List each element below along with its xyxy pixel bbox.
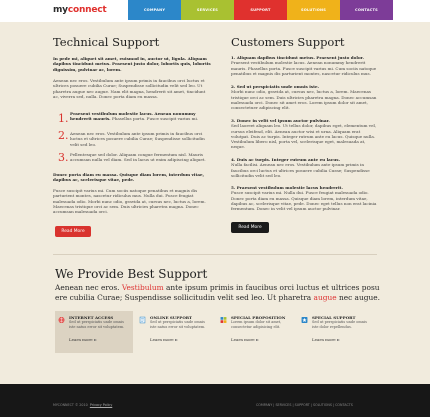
arrow-right-icon: ► [255, 337, 260, 342]
footer [0, 384, 430, 417]
feature-special-proposition[interactable] [217, 311, 295, 353]
nav-services[interactable]: SERVICES [181, 0, 234, 20]
document-icon [139, 316, 146, 324]
best-lead-2b: nec augue. [338, 293, 380, 302]
customers-item-4-text: Nulla facilisi. Aenean nec eros. Vestibulum ante ipsum primis in faucibus orci luctus et ultrices posuere cubilia Curae; Suspendisse sollicitudin velit sed leo. [231, 162, 370, 178]
learn-more-label: Learn more [150, 337, 174, 342]
technical-item-1-text: Phasellus porta. Fusce suscipit varius mi. [111, 116, 199, 122]
customers-item-5 [231, 185, 377, 211]
feature-title: SPECIAL SUPPORT [312, 315, 356, 320]
best-lead-2-highlight: augue [313, 293, 337, 302]
technical-intro-bold-text: In pede mi, aliquet sit amet, euismod in, auctor ut, ligula. Aliquam dapibus tincidunt metus. Praesent justo dolor, lobortis quis, lobortis dignissim, pulvinar ac, lorem. [53, 56, 211, 72]
best-lead-2a: ere cubilia Curae; Suspendisse sollicitudin velit sed leo. Ut pharetra [55, 293, 312, 302]
nav-support[interactable]: SUPPORT [234, 0, 287, 20]
best-support-title: We Provide Best Support [55, 267, 208, 281]
logo-my: my [53, 5, 68, 15]
technical-donec-bold [53, 172, 211, 183]
feature-title: INTERNET ACCESS [69, 315, 114, 320]
feature-text: Sed ut perspiciatis unde omnis iste natus error sit voluptatem. [69, 320, 125, 329]
feature-learn-more-link[interactable] [231, 337, 259, 342]
technical-read-more-button[interactable]: Read More [55, 226, 91, 237]
nav-contacts[interactable]: CONTACTS [340, 0, 393, 20]
learn-more-label: Learn more [312, 337, 336, 342]
feature-text: Sed ut perspiciatis unde omnis iste dolor repellendus. [312, 320, 367, 329]
header [0, 0, 430, 22]
customers-title: Customers Support [231, 35, 345, 49]
technical-title: Technical Support [53, 35, 160, 49]
customers-item-5-bold: 5. Praesent vestibulum molestie lacus hendrerit. [231, 185, 343, 190]
arrow-right-icon: ► [336, 337, 341, 342]
feature-text: Lorem ipsum dolor sit amet, consectetur adipisicing elit. [231, 320, 282, 329]
nav-company[interactable]: COMPANY [128, 0, 181, 20]
feature-special-support[interactable] [298, 311, 376, 353]
customers-item-1-text: Praesent vestibulum molestie lacus. Aenean nonummy hendrerit mauris. Phasellus porta. Fusce suscipit varius mi. Cum sociis natoque penatibus et magnis dis parturient montes, nascetur ridiculus mus. [231, 60, 377, 76]
footer-nav-links[interactable]: COMPANY | SERVICES | SUPPORT | SOLUTIONS | CONTACTS [256, 403, 353, 407]
feature-internet-access[interactable] [55, 311, 133, 353]
best-lead-1b: ante ipsum primis in faucibus orci luctus et ultrices posu [165, 283, 380, 292]
learn-more-label: Learn more [231, 337, 255, 342]
technical-item-1-bold: Praesent vestibulum molestie lacus. Aenean nonummy hendrerit mauris. [70, 111, 196, 122]
privacy-policy-link[interactable]: Privacy Policy [89, 403, 113, 407]
technical-intro-bold [53, 56, 211, 72]
customers-item-5-text: Fusce suscipit varius mi. Nulla dui. Fusce feugiat malesuada odio. Donec porta diam eu massa. Quisque diam lorem, interdum vitae, dapibus ac, scelerisque vitae, pede. Donec eget tellus non erat lacinia fermentum. Donec in velit vel ipsum auctor pulvinar. [231, 190, 377, 212]
feature-title: SPECIAL PROPOSITION [231, 315, 286, 320]
feature-learn-more-link[interactable] [69, 337, 97, 342]
technical-item-3: Pellentesque sed dolor. Aliquam congue fermentum nisl. Mauris accumsan nulla vel diam. Sed in lacus ut enim adipiscing aliquet. [70, 152, 206, 163]
best-lead-1-highlight: Vestibulum [121, 283, 164, 292]
logo[interactable] [53, 5, 107, 15]
grid-icon [220, 316, 227, 324]
customers-item-2-text: Morbi nunc odio, gravida at, cursus nec, luctus a, lorem. Maecenas tristique orci ac sem. Duis ultricies pharetra magna. Donec accumsan malesuada orci. Donec sit amet eros. Lorem ipsum dolor sit amet, consectetuer adipiscing elit. [231, 89, 377, 111]
technical-item-1 [70, 111, 212, 122]
arrow-right-icon: ► [174, 337, 179, 342]
main-nav [128, 0, 393, 20]
customers-item-3 [231, 118, 377, 150]
customers-item-1-bold: 1. Aliquam dapibus tincidunt metus. Praesent justo dolor. [231, 55, 364, 60]
feature-online-support[interactable] [136, 311, 214, 353]
customers-item-4 [231, 157, 377, 178]
section-divider [53, 254, 377, 255]
star-icon [301, 316, 308, 324]
customers-item-2-bold: 2. Sed ut perspiciatis unde omnis iste. [231, 84, 320, 89]
customers-read-more-button[interactable]: Read More [231, 222, 269, 233]
feature-text: Sed ut perspiciatis unde omnis iste natus error sit voluptatem. [150, 320, 206, 329]
copyright-text: MYCONNECT © 2010 [53, 403, 88, 407]
best-support-lead [55, 283, 385, 303]
feature-learn-more-link[interactable] [312, 337, 340, 342]
list-number-1: 1. [58, 112, 69, 125]
customers-item-1 [231, 55, 377, 76]
customers-item-3-text: Sed laoreet aliquam leo. Ut tellus dolor, dapibus eget, elementum vel, cursus eleifend, elit. Aenean auctor wisi et urna. Aliquam erat volutpat. Duis ac turpis. Integer rutrum ante eu lacus. Quisque nulla. Vestibulum libero nisl, porta vel, scelerisque eget, malesuada at, neque. [231, 123, 377, 150]
learn-more-label: Learn more [69, 337, 93, 342]
technical-item-2: Aenean nec eros. Vestibulum ante ipsum primis in faucibus orci luctus et ultrices posuere cubilia Curae; Suspendisse sollicitudin velit sed leo. [70, 131, 205, 147]
customers-item-2 [231, 84, 377, 110]
feature-learn-more-link[interactable] [150, 337, 178, 342]
technical-donec: Fusce suscipit varius mi. Cum sociis natoque penatibus et magnis dis parturient montes, nascetur ridiculus mus. Nulla dui. Fusce feugiat malesuada odio. Morbi nunc odio, gravida at, cursus nec, luctus a, lorem. Maecenas tristique orci ac sem. Duis ultricies pharetra magna. Donec accumsan malesuada orci. [53, 188, 206, 215]
technical-intro: Aenean nec eros. Vestibulum ante ipsum primis in faucibus orci luctus et ultrices posuere cubilia Curae; Suspendisse sollicitudin velit sed leo. Ut pharetra augue nec augue. Nam elit magna, hendrerit sit amet, tincidunt ac, viverra sed, nulla. Donec porta diam eu massa. [53, 78, 206, 99]
logo-connect: connect [67, 5, 107, 15]
feature-title: ONLINE SUPPORT [150, 315, 193, 320]
best-lead-1a: Aenean nec eros. [55, 283, 120, 292]
list-number-2: 2. [58, 129, 69, 142]
list-number-3: 3. [58, 151, 69, 164]
arrow-right-icon: ► [93, 337, 98, 342]
footer-copyright [53, 403, 112, 407]
customers-item-3-bold: 3. Donec in velit vel ipsum auctor pulvinar. [231, 118, 330, 123]
technical-donec-bold-text: Donec porta diam eu massa. Quisque diam lorem, interdum vitae, dapibus ac, scelerisque vitae, pede. [53, 172, 205, 183]
customers-item-4-bold: 4. Duis ac turpis. Integer rutrum ante eu lacus. [231, 157, 340, 162]
globe-icon [58, 316, 65, 324]
nav-solutions[interactable]: SOLUTIONS [287, 0, 340, 20]
